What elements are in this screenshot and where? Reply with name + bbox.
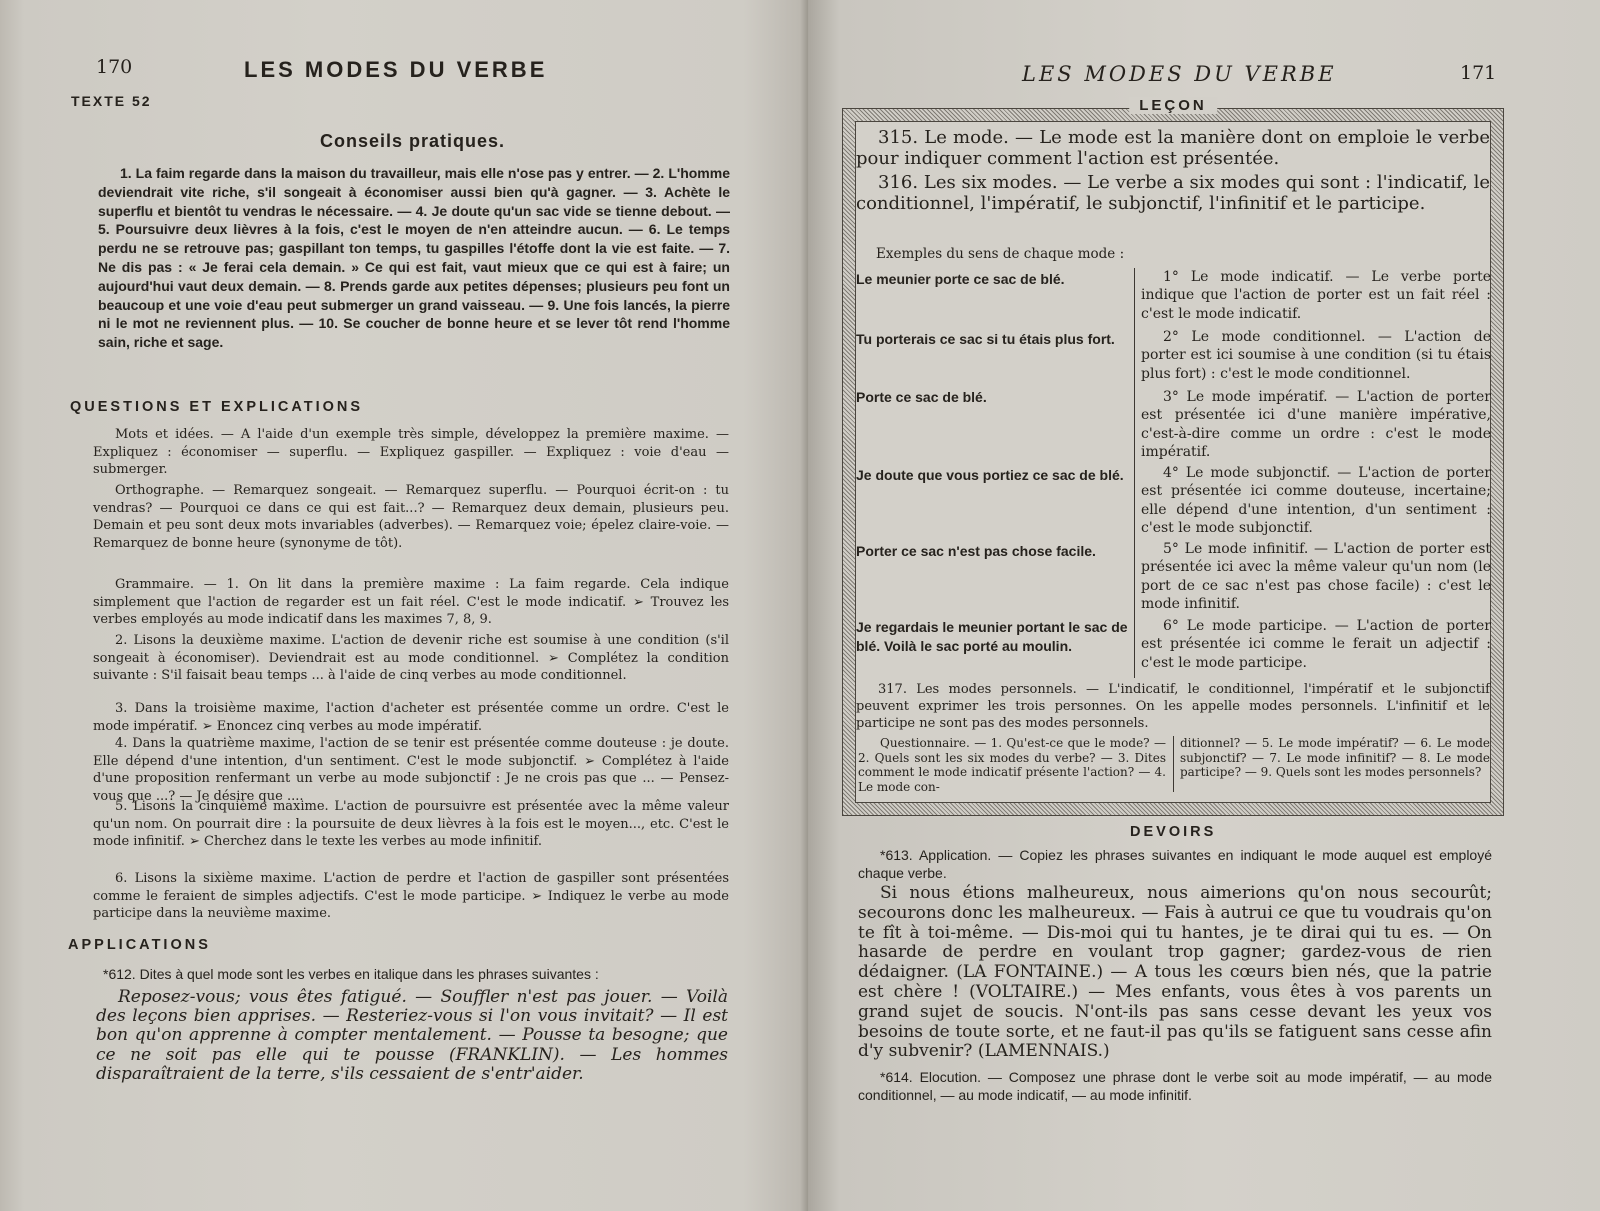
- question-orthographe: Orthographe. — Remarquez songeait. — Remarquez superflu. — Pourquoi écrit-on : tu vendras? — Pourquoi ce dans ce qui est fait...? — Remarquez deux demain, plusieurs peu. Demain et peu sont deux mots invariables (adverbes). — Remarquez voie; épelez claire-voie. — Remarquez de bonne heure (synonyme de tôt).: [93, 483, 729, 551]
- devoirs-heading: DEVOIRS: [1130, 824, 1217, 840]
- question-mots-et-idees: Mots et idées. — A l'aide d'un exemple très simple, développez la première maxime. — Expliquez : économiser — superflu. — Expliquez gaspiller. — Expliquez : voie d'eau — submerger.: [93, 427, 729, 478]
- example-sentence-1: Le meunier porte ce sac de blé.: [856, 271, 1065, 287]
- questionnaire-col-2: ditionnel? — 5. Le mode impératif? — 6. Le mode subjonctif? — 7. Le mode infinitif? — 8. Le mode participe? — 9. Quels sont les modes personnels?: [1180, 736, 1490, 780]
- questions-heading: QUESTIONS ET EXPLICATIONS: [70, 399, 364, 415]
- question-grammaire-1: Grammaire. — 1. On lit dans la première maxime : La faim regarde. Cela indique simplement que l'action de regarder est un fait réel. C'est le mode indicatif. ➢ Trouvez les verbes employés au mode indicatif dans les maximes 7, 8, 9.: [93, 577, 729, 628]
- example-sentence-2: Tu porterais ce sac si tu étais plus fort.: [856, 331, 1115, 347]
- exercise-613-text: Si nous étions malheureux, nous aimerions qu'on nous secourût; secourons donc les malheureux. — Fais à autrui ce que tu voudrais qu'on te fît à toi-même. — Dis-moi qui tu hantes, je te dirai qui tu es. — On hasarde de perdre en voulant trop gagner; gardez-vous de rien dédaigner. (LA FONTAINE.) — A tous les cœurs bien nés, que la patrie est chère ! (VOLTAIRE.) — Mes enfants, vous êtes à vos parents un grand sujet de soucis. N'ont-ils pas sans cesse devant les yeux vos besoins de toute sorte, et ne faut-il pas qu'ils se fatiguent sans cesse afin d'y subvenir? (LAMENNAIS.): [858, 883, 1492, 1062]
- lesson-315: 315. Le mode. — Le mode est la manière dont on emploie le verbe pour indiquer comment l'action est présentée.: [856, 127, 1490, 169]
- exercise-614: *614. Elocution. — Composez une phrase dont le verbe soit au mode impératif, — au mode conditionnel, — au mode indicatif, — au mode infinitif.: [858, 1069, 1492, 1104]
- exercise-612-instruction: *612. Dites à quel mode sont les verbes en italique dans les phrases suivantes :: [103, 966, 599, 982]
- example-sentence-3: Porte ce sac de blé.: [856, 389, 987, 405]
- exercise-613-instruction: *613. Application. — Copiez les phrases suivantes en indiquant le mode auquel est employé chaque verbe.: [858, 847, 1492, 882]
- example-explanation-2: 2° Le mode conditionnel. — L'action de porter est ici soumise à une condition (si tu étais plus fort) : c'est le mode conditionnel.: [1141, 329, 1491, 382]
- question-grammaire-2: 2. Lisons la deuxième maxime. L'action de devenir riche est soumise à une condition (s'il songeait à économiser). Deviendrait est au mode conditionnel. ➢ Complétez la condition suivante : S'il faisait beau temps ... à l'aide de cinq verbes au mode conditionnel.: [93, 633, 729, 684]
- right-running-head: LES MODES DU VERBE: [1022, 62, 1337, 86]
- example-explanation-4: 4° Le mode subjonctif. — L'action de porter est présentée ici comme douteuse, incertaine; elle dépend d'une intention, d'un sentiment : c'est le mode subjonctif.: [1141, 465, 1491, 537]
- question-grammaire-3: 3. Dans la troisième maxime, l'action d'acheter est présentée comme un ordre. C'est le mode impératif. ➢ Enoncez cinq verbes au mode impératif.: [93, 701, 729, 734]
- example-explanation-6: 6° Le mode participe. — L'action de porter est présentée ici comme le ferait un adjectif : c'est le mode participe.: [1141, 618, 1491, 671]
- lesson-316: 316. Les six modes. — Le verbe a six modes qui sont : l'indicatif, le conditionnel, l'impératif, le subjonctif, l'infinitif et le participe.: [856, 172, 1490, 214]
- questionnaire-col-1: Questionnaire. — 1. Qu'est-ce que le mode? — 2. Quels sont les six modes du verbe? — 3. Dites comment le mode indicatif présente l'action? — 4. Le mode con-: [858, 736, 1166, 794]
- example-sentence-5: Porter ce sac n'est pas chose facile.: [856, 543, 1096, 559]
- left-running-head: LES MODES DU VERBE: [244, 57, 548, 82]
- question-grammaire-5: 5. Lisons la cinquième maxime. L'action de poursuivre est présentée avec la même valeur qu'un nom. On pourrait dire : la poursuite de deux lièvres à la fois est le moyen..., etc. C'est le mode infinitif. ➢ Cherchez dans le texte les verbes au mode infinitif.: [93, 799, 729, 850]
- exercise-612-text: Reposez-vous; vous êtes fatigué. — Souffler n'est pas jouer. — Voilà des leçons bien apprises. — Resteriez-vous si l'on vous invitait? — Il est bon qu'on apprenne à compter mentalement. — Pousse ta besogne; que ce ne soit pas elle qui te pousse (FRANKLIN). — Les hommes disparaîtraient de la terre, s'ils cessaient de s'entr'aider.: [96, 987, 728, 1084]
- text-title: Conseils pratiques.: [320, 131, 506, 151]
- example-sentence-6: Je regardais le meunier portant le sac de blé. Voilà le sac porté au moulin.: [856, 619, 1128, 654]
- examples-divider: [1134, 268, 1135, 678]
- text-label: TEXTE 52: [71, 93, 152, 109]
- applications-heading: APPLICATIONS: [68, 937, 211, 953]
- examples-intro: Exemples du sens de chaque mode :: [876, 246, 1125, 262]
- right-page-number: 171: [1460, 62, 1497, 84]
- question-grammaire-6: 6. Lisons la sixième maxime. L'action de perdre et l'action de gaspiller sont présentées comme le feraient de simples adjectifs. C'est le mode participe. ➢ Indiquez le verbe au mode participe dans la neuvième maxime.: [93, 871, 729, 922]
- lesson-title: LEÇON: [1129, 97, 1217, 114]
- example-explanation-5: 5° Le mode infinitif. — L'action de porter est présentée ici avec la même valeur qu'un nom (le port de ce sac n'est pas chose facile) : c'est le mode infinitif.: [1141, 541, 1491, 613]
- questionnaire-divider: [1173, 736, 1174, 792]
- question-grammaire-4: 4. Dans la quatrième maxime, l'action de se tenir est présentée comme douteuse : je doute. Elle dépend d'une intention, d'un sentiment. C'est le mode subjonctif. ➢ Complétez à l'aide d'une proposition renfermant un verbe au mode subjonctif : Je ne crois pas que ... — Pensez-vous que ...? — Je désire que ....: [93, 736, 729, 804]
- example-explanation-1: 1° Le mode indicatif. — Le verbe porte indique que l'action de porter est un fait réel : c'est le mode indicatif.: [1141, 269, 1491, 322]
- maxims-text: 1. La faim regarde dans la maison du travailleur, mais elle n'ose pas y entrer. — 2. L'homme deviendrait vite riche, s'il songeait à économiser aussi bien qu'à gagner. — 3. Achète le superflu et bientôt tu vendras le nécessaire. — 4. Je doute qu'un sac vide se tienne debout. — 5. Poursuivre deux lièvres à la fois, c'est le moyen de n'en atteindre aucun. — 6. Le temps perdu ne se retrouve pas; gaspillant ton temps, tu gaspilles l'étoffe dont la vie est faite. — 7. Ne dis pas : « Je ferai cela demain. » Ce qui est fait, vaut mieux que ce qui est à faire; un aujourd'hui vaut deux demain. — 8. Prends garde aux petites dépenses; plusieurs peu font un beaucoup et une voie d'eau peut submerger un grand vaisseau. — 9. Une fois lancés, la pierre ni le mot ne reviennent plus. — 10. Se coucher de bonne heure et se lever tôt rend l'homme sain, riche et sage.: [98, 165, 730, 351]
- lesson-317: 317. Les modes personnels. — L'indicatif, le conditionnel, l'impératif et le subjonctif peuvent exprimer les trois personnes. On les appelle modes personnels. L'infinitif et le participe ne sont pas des modes personnels.: [856, 682, 1490, 731]
- example-sentence-4: Je doute que vous portiez ce sac de blé.: [856, 467, 1124, 483]
- left-page-number: 170: [96, 56, 133, 78]
- example-explanation-3: 3° Le mode impératif. — L'action de porter est présentée ici d'une manière impérative, c'est-à-dire comme un ordre : c'est le mode impératif.: [1141, 389, 1491, 461]
